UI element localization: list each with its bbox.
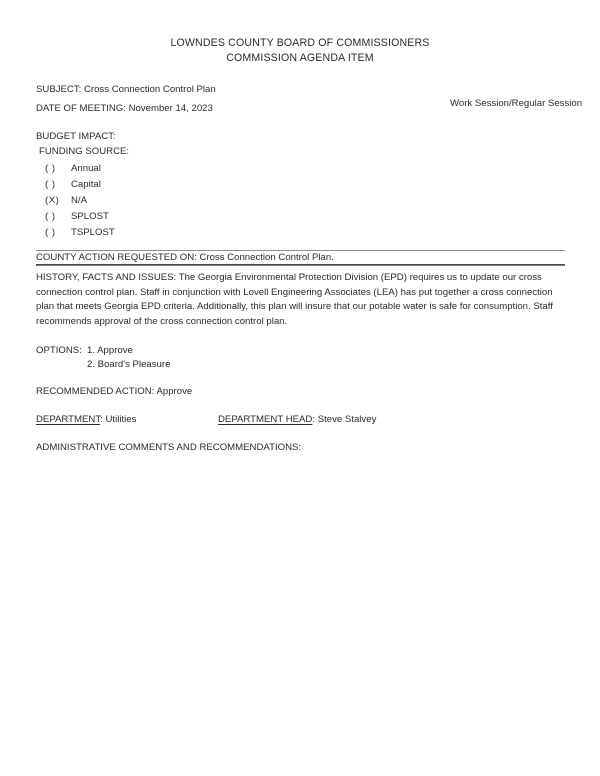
checkbox-capital[interactable]: ( ) [45,179,56,190]
department-head-value: Steve Stalvey [317,414,377,425]
funding-option-label: SPLOST [71,211,109,222]
header-title-line-1: LOWNDES COUNTY BOARD OF COMMISSIONERS [170,37,430,49]
options-label: OPTIONS: [36,345,82,356]
options-indent-spacer [36,358,87,372]
department-separator: : [100,414,106,425]
section-divider-bottom [36,264,565,265]
funding-option-tsplost[interactable] [45,225,305,241]
funding-option-splost[interactable] [45,209,305,225]
date-of-meeting-field: DATE OF MEETING: November 14, 2023 [36,103,213,114]
funding-option-label: Capital [71,179,101,190]
document-header [0,36,600,66]
history-facts-and-issues-paragraph: HISTORY, FACTS AND ISSUES: The Georgia Environmental Protection Division (EPD) requires us to update our cross connection control plan. Staff in conjunction with Lovell Engineering Associates (LEA) has put together a cross connection plan that meets Georgia EPD criteria. Additionally, this plan will insure that our potable water is safe for consumption. Staff recommends approval of the cross connection control plan. [36,272,553,327]
department-field [36,413,136,426]
session-type-label: Work Session/Regular Session [450,98,583,109]
funding-option-na[interactable] [45,193,305,209]
recommended-action-field: RECOMMENDED ACTION: Approve [36,386,193,397]
options-row-second [36,358,170,372]
checkbox-na-checked[interactable]: (X) [45,195,60,206]
funding-option-label: Annual [71,163,101,174]
department-head-label: DEPARTMENT HEAD [218,414,313,425]
department-value: Utilities [105,414,137,425]
options-block [36,344,170,372]
budget-impact-label: BUDGET IMPACT: [36,131,116,142]
funding-source-option-list [45,161,305,241]
checkbox-annual[interactable]: ( ) [45,163,56,174]
subject-field: SUBJECT: Cross Connection Control Plan [36,84,216,95]
department-label: DEPARTMENT [36,414,101,425]
funding-option-capital[interactable] [45,177,305,193]
department-head-separator: : [312,414,318,425]
funding-source-label: FUNDING SOURCE: [39,146,130,157]
checkbox-tsplost[interactable]: ( ) [45,227,56,238]
funding-option-annual[interactable] [45,161,305,177]
checkbox-splost[interactable]: ( ) [45,211,56,222]
funding-option-label: N/A [71,195,87,206]
header-title-line-2: COMMISSION AGENDA ITEM [226,52,374,64]
options-row-first [36,344,170,358]
funding-option-label: TSPLOST [71,227,115,238]
county-action-requested-field: COUNTY ACTION REQUESTED ON: Cross Connection Control Plan. [36,252,334,263]
administrative-comments-label: ADMINISTRATIVE COMMENTS AND RECOMMENDATIONS: [36,442,302,453]
option-item-2: 2. Board's Pleasure [87,359,171,370]
department-head-field [218,413,376,426]
option-item-1: 1. Approve [87,345,133,356]
